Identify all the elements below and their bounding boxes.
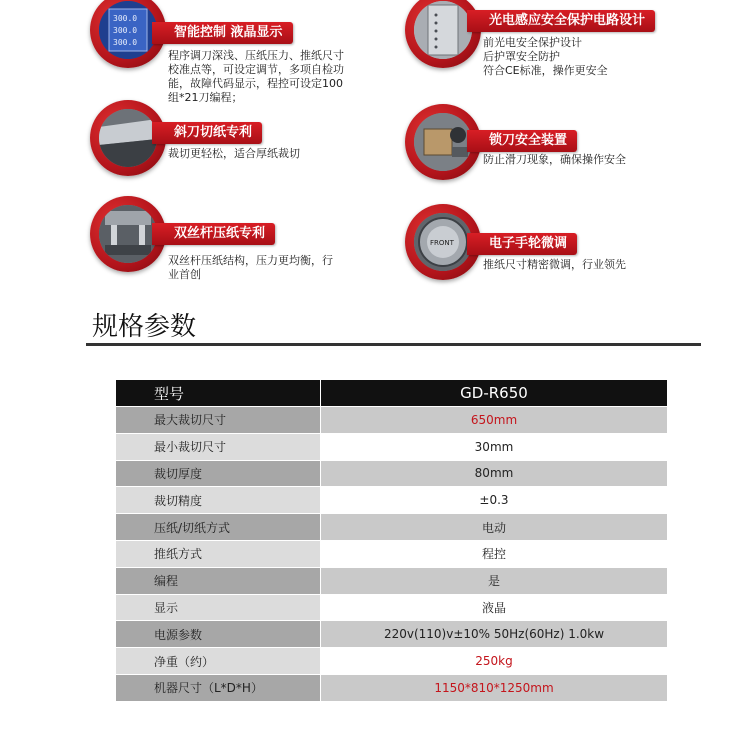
spec-label: 压纸/切纸方式 — [116, 514, 321, 541]
spec-header-value: GD-R650 — [321, 380, 668, 407]
feature-desc: 前光电安全保护设计 后护罩安全防护 符合CE标准，操作更安全 — [483, 36, 608, 77]
spec-value: ±0.3 — [321, 487, 668, 514]
spec-value: 650mm — [321, 407, 668, 434]
feature-desc: 裁切更轻松，适合厚纸裁切 — [168, 147, 300, 160]
spec-label: 最小裁切尺寸 — [116, 433, 321, 460]
table-row — [116, 567, 667, 594]
feature-title: 双丝杆压纸专利 — [152, 223, 275, 245]
table-row — [116, 407, 667, 434]
oblique-blade-photo — [99, 109, 157, 167]
feature-smart-control — [90, 0, 420, 104]
spec-label: 净重（约） — [116, 648, 321, 675]
table-row — [116, 648, 667, 675]
table-row — [116, 514, 667, 541]
feature-oblique-blade — [90, 100, 420, 190]
spec-label: 显示 — [116, 594, 321, 621]
feature-photoelectric-safety — [405, 0, 735, 82]
spec-label: 电源参数 — [116, 621, 321, 648]
feature-desc: 双丝杆压纸结构，压力更均衡，行业首创 — [168, 254, 333, 281]
spec-label: 裁切厚度 — [116, 460, 321, 487]
section-title: 规格参数 — [92, 312, 197, 342]
feature-desc: 防止滑刀现象，确保操作安全 — [483, 153, 626, 166]
table-row — [116, 433, 667, 460]
blade-lock-photo — [414, 113, 472, 171]
spec-value: 电动 — [321, 514, 668, 541]
spec-label: 裁切精度 — [116, 487, 321, 514]
feature-handwheel — [405, 204, 735, 294]
spec-value: 30mm — [321, 433, 668, 460]
table-row — [116, 674, 667, 701]
feature-title: 斜刀切纸专利 — [152, 122, 262, 144]
photoelectric-sensor-photo — [414, 1, 472, 59]
spec-value: 是 — [321, 567, 668, 594]
feature-title: 锁刀安全装置 — [467, 130, 577, 152]
feature-desc: 程序调刀深浅、压纸压力、推纸尺寸校准点等，可设定调节，多项自检功能，故障代码显示，程控可设定100组*21刀编程； — [168, 49, 344, 104]
feature-blade-lock — [405, 104, 735, 194]
table-row — [116, 621, 667, 648]
spec-value: 1150*810*1250mm — [321, 674, 668, 701]
spec-value: 250kg — [321, 648, 668, 675]
feature-title: 电子手轮微调 — [467, 233, 577, 255]
spec-value: 程控 — [321, 540, 668, 567]
handwheel-photo — [414, 213, 472, 271]
table-row — [116, 487, 667, 514]
table-row — [116, 594, 667, 621]
table-row — [116, 540, 667, 567]
spec-value: 液晶 — [321, 594, 668, 621]
spec-label: 机器尺寸（L*D*H） — [116, 674, 321, 701]
feature-double-screw — [90, 196, 420, 286]
spec-header-label: 型号 — [116, 380, 321, 407]
lcd-readout-1: 300.0 — [113, 14, 138, 23]
spec-header-row — [116, 380, 667, 407]
lcd-readout-2: 300.0 — [113, 26, 138, 35]
spec-table — [116, 380, 667, 702]
section-divider — [86, 343, 701, 346]
feature-desc: 推纸尺寸精密微调，行业领先 — [483, 258, 626, 271]
spec-value: 220v(110)v±10% 50Hz(60Hz) 1.0kw — [321, 621, 668, 648]
lcd-readout-3: 300.0 — [113, 38, 138, 47]
table-row — [116, 460, 667, 487]
lcd-screen-photo — [99, 1, 157, 59]
feature-title: 智能控制 液晶显示 — [152, 22, 293, 44]
spec-value: 80mm — [321, 460, 668, 487]
spec-label: 最大裁切尺寸 — [116, 407, 321, 434]
double-screw-photo — [99, 205, 157, 263]
feature-title: 光电感应安全保护电路设计 — [467, 10, 655, 32]
spec-label: 推纸方式 — [116, 540, 321, 567]
knob-label: FRONT — [430, 239, 454, 247]
spec-label: 编程 — [116, 567, 321, 594]
